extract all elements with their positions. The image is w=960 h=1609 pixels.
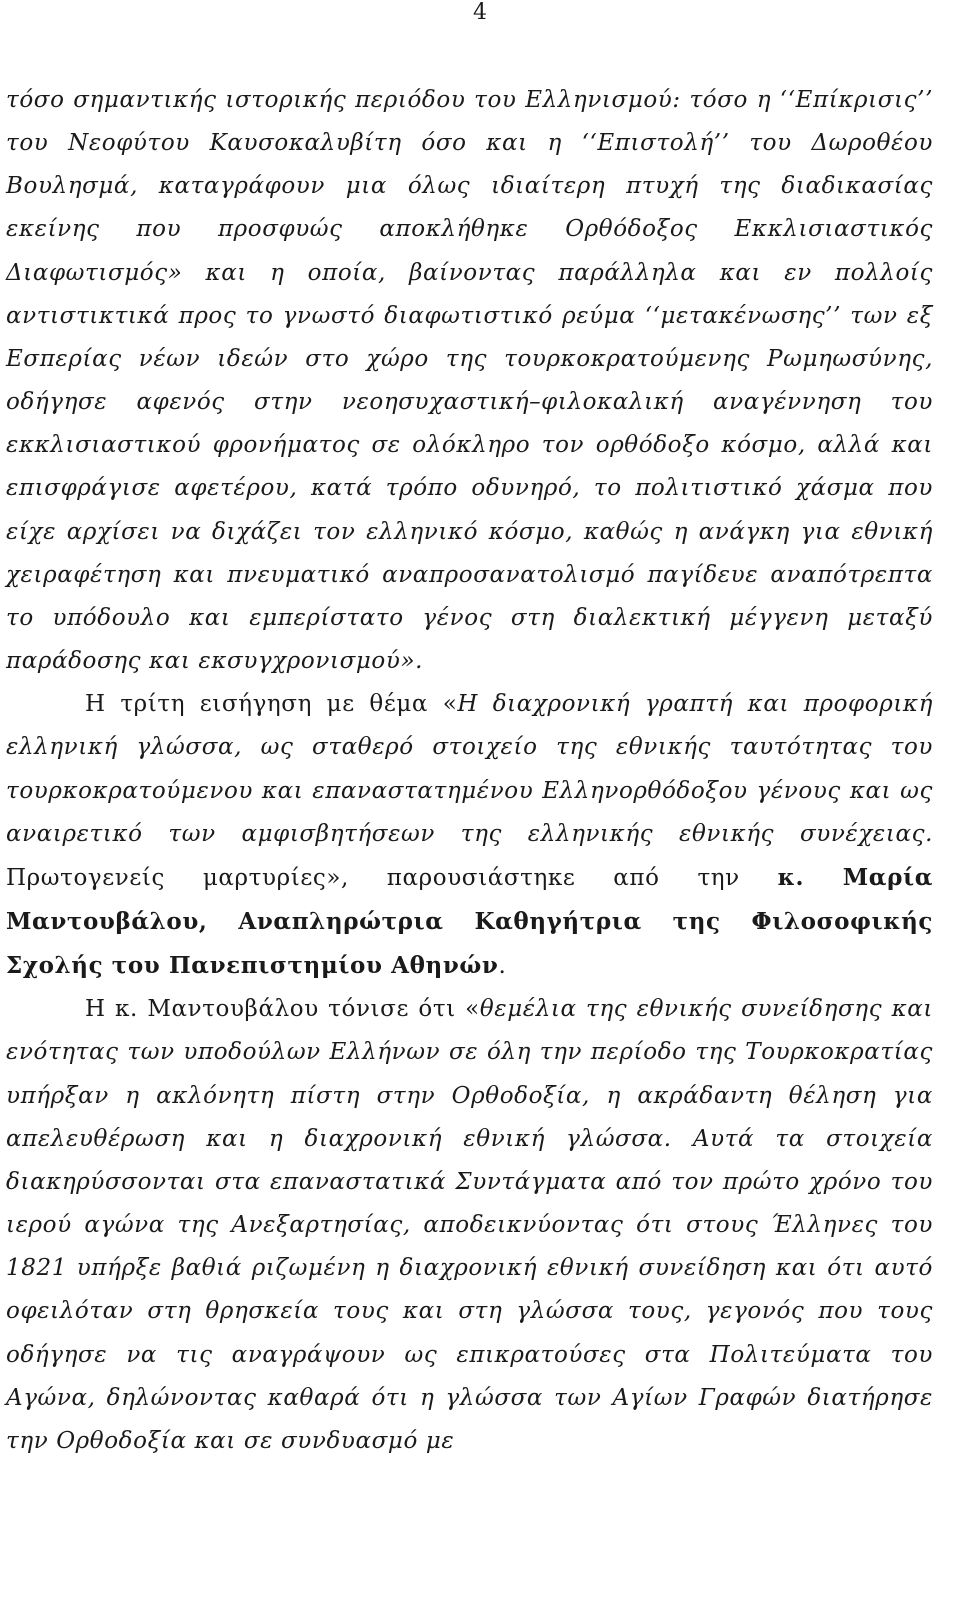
paragraph-3-intro: Η κ. Μαντουβάλου τόνισε ότι « xyxy=(85,996,480,1023)
paragraph-2 xyxy=(6,683,933,988)
paragraph-3 xyxy=(6,988,933,1463)
document-body xyxy=(6,79,933,1463)
paragraph-2-lecture-title: Η διαχρονική γραπτή και προφορική ελληνική γλώσσα, ως σταθερό στοιχείο της εθνικής ταυτότητας του τουρκοκρατούμενου και επαναστατημένου Ελληνορθόδοξου γένους και ως αναιρετικό των αμφισβητήσεων της ελληνικής εθνικής συνέχειας. xyxy=(6,691,933,847)
paragraph-3-quote: θεμέλια της εθνικής συνείδησης και ενότητας των υποδούλων Ελλήνων σε όλη την περίοδο της Τουρκοκρατίας υπήρξαν η ακλόνητη πίστη στην Ορθοδοξία, η ακράδαντη θέληση για απελευθέρωση και η διαχρονική εθνική γλώσσα. xyxy=(6,996,934,1152)
paragraph-2-speaker-name: κ. Μαρία Μαντουβάλου, Αναπληρώτρια Καθηγήτρια της Φιλοσοφικής Σχολής του Πανεπιστημίου Αθηνών xyxy=(6,863,933,980)
paragraph-3-continuation: Αυτά τα στοιχεία διακηρύσσονται στα επαναστατικά Συντάγματα από τον πρώτο χρόνο του ιερού αγώνα της Ανεξαρτησίας, αποδεικνύοντας ότι στους Έλληνες του 1821 υπήρξε βαθιά ριζωμένη η διαχρονική εθνική συνείδηση και ότι αυτό οφειλόταν στη θρησκεία τους και στη γλώσσα τους, γεγονός που τους οδήγησε να τις αναγράψουν ως επικρατούσες στα Πολιτεύματα του Αγώνα, δηλώνοντας καθαρά ότι η γλώσσα των Αγίων Γραφών διατήρησε την Ορθοδοξία και σε συνδυασμό με xyxy=(6,1125,933,1454)
page-number: 4 xyxy=(473,0,487,25)
paragraph-1-text: τόσο σημαντικής ιστορικής περιόδου του Ελληνισμού: τόσο η ‘‘Επίκρισις’’ του Νεοφύτου Καυσοκαλυβίτη όσο και η ‘‘Επιστολή’’ του Δωροθέου Βουλησμά, καταγράφουν μια όλως ιδιαίτερη πτυχή της διαδικασίας εκείνης που προσφυώς αποκλήθηκε Ορθόδοξος Εκκλισιαστικός Διαφωτισμός» και η οποία, βαίνοντας παράλληλα και εν πολλοίς αντιστικτικά προς το γνωστό διαφωτιστικό ρεύμα ‘‘μετακένωσης’’ των εξ Εσπερίας νέων ιδεών στο χώρο της τουρκοκρατούμενης Ρωμηωσύνης, οδήγησε αφενός στην νεοησυχαστική–φιλοκαλική αναγέννηση του εκκλισιαστικού φρονήματος σε ολόκληρο τον ορθόδοξο κόσμο, αλλά και επισφράγισε αφετέρου, κατά τρόπο οδυνηρό, το πολιτιστικό χάσμα που είχε αρχίσει να διχάζει τον ελληνικό κόσμο, καθώς η ανάγκη για εθνική χειραφέτηση και πνευματικό αναπροσανατολισμό παγίδευε αναπότρεπτα το υπόδουλο και εμπερίστατο γένος στη διαλεκτική μέγγενη μεταξύ παράδοσης και εκσυγχρονισμού». xyxy=(6,87,933,675)
paragraph-2-end: . xyxy=(498,953,507,980)
paragraph-2-intro: Η τρίτη εισήγηση με θέμα « xyxy=(85,691,458,718)
paragraph-2-presented-by: Πρωτογενείς μαρτυρίες», παρουσιάστηκε από την xyxy=(6,864,778,891)
paragraph-1 xyxy=(6,79,933,683)
